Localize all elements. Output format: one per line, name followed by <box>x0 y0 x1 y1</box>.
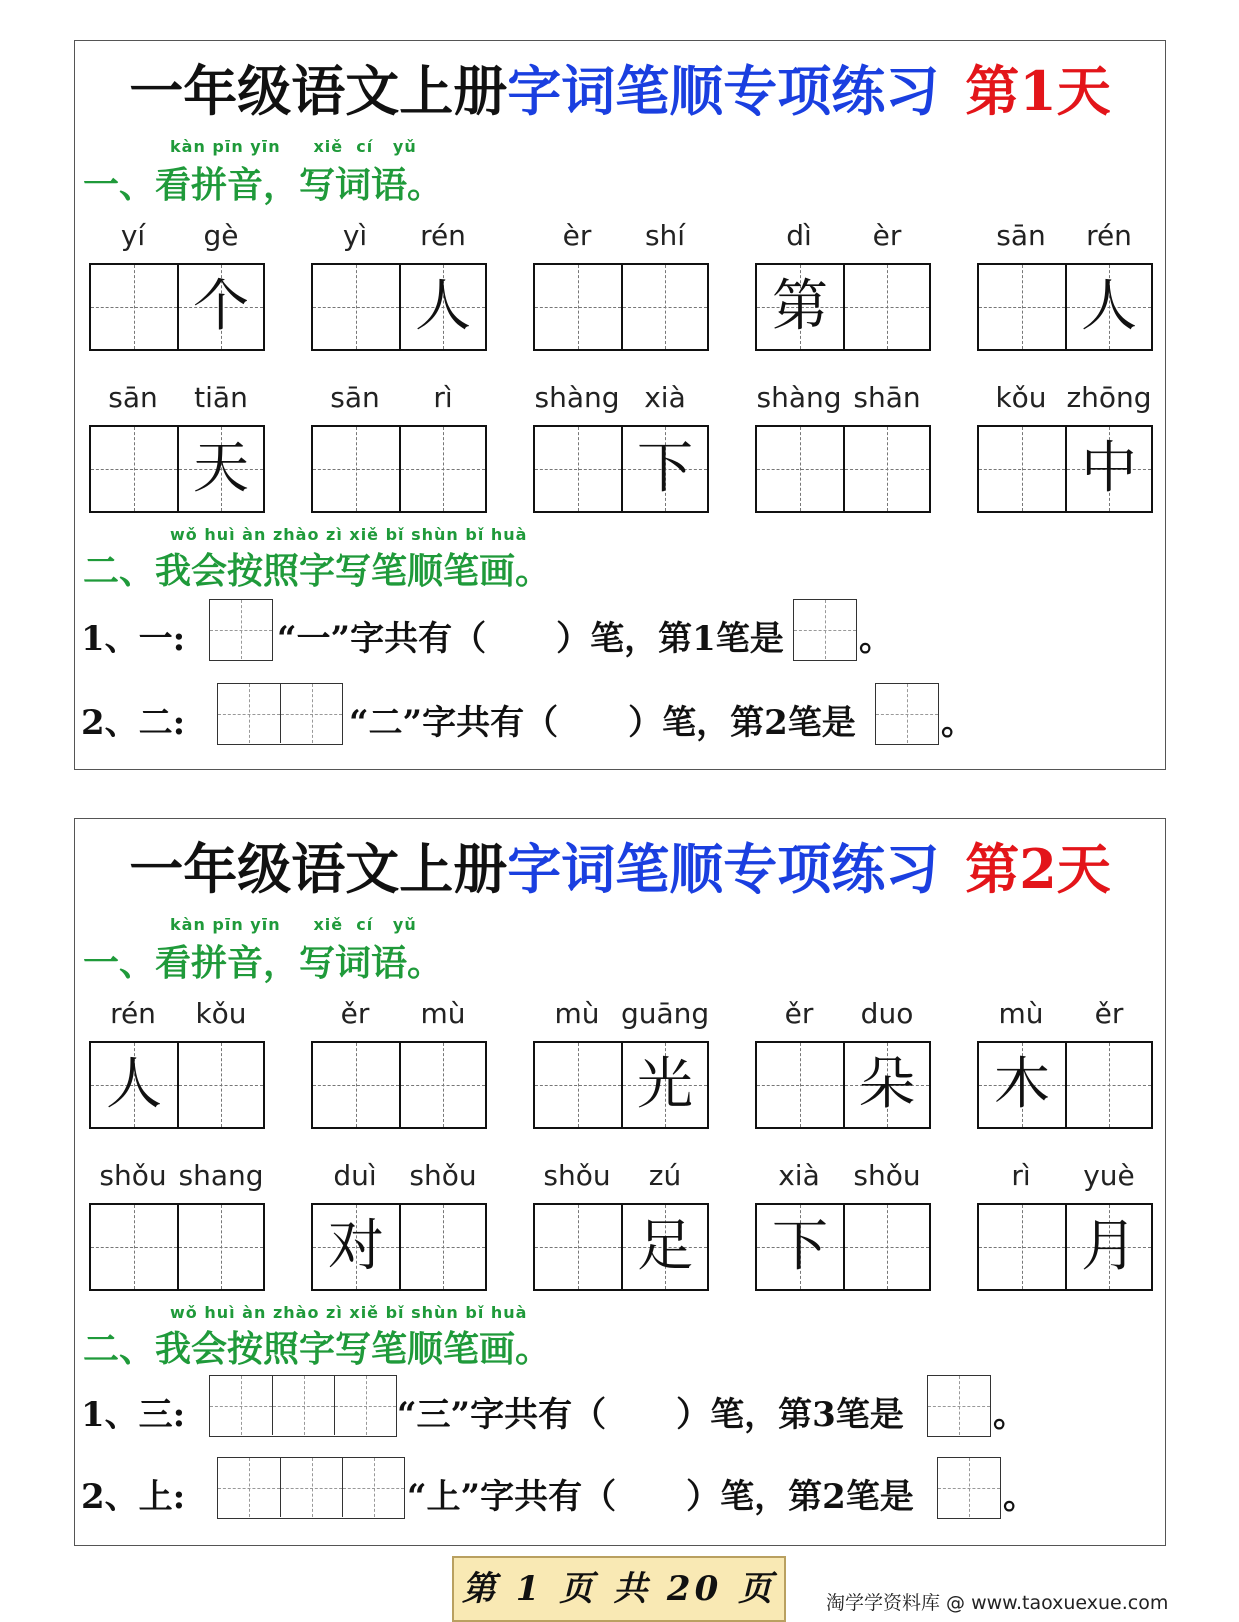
tianzige-grid[interactable] <box>311 1041 487 1129</box>
question-label: 1、一: <box>81 619 186 659</box>
grid-char <box>91 427 177 511</box>
pinyin: shǒu <box>409 1159 477 1192</box>
tianzige-grid[interactable] <box>89 425 265 513</box>
stroke-question <box>81 683 1161 753</box>
grid-char <box>535 1205 621 1289</box>
pinyin: sān <box>108 381 158 414</box>
pinyin: shǒu <box>99 1159 167 1192</box>
question-end: 。 <box>993 1395 1027 1435</box>
word-item <box>533 997 709 1137</box>
grid-char <box>845 265 929 349</box>
grid-char <box>179 1205 263 1289</box>
pinyin: shān <box>853 381 921 414</box>
grid-char: 天 <box>193 436 249 501</box>
pinyin: zú <box>648 1159 682 1192</box>
pinyin: rì <box>1011 1159 1031 1192</box>
grid-char: 光 <box>637 1052 693 1117</box>
pinyin: èr <box>872 219 902 252</box>
grid-char <box>1067 1043 1151 1127</box>
pinyin: mù <box>998 997 1044 1030</box>
pinyin: yì <box>342 219 368 252</box>
grid-char <box>401 427 485 511</box>
grid-char: 人 <box>106 1052 162 1117</box>
pinyin: kǒu <box>995 381 1047 414</box>
pinyin: yuè <box>1083 1159 1135 1192</box>
grid-char <box>845 427 929 511</box>
pinyin: shàng <box>534 381 620 414</box>
question-end: 。 <box>941 703 975 743</box>
section-1-pinyin: kàn pīn yīn xiě cí yǔ <box>170 915 417 934</box>
grid-char: 人 <box>1081 274 1137 339</box>
tianzige-grid[interactable] <box>533 1041 709 1129</box>
pinyin: èr <box>562 219 592 252</box>
grid-char <box>845 1205 929 1289</box>
grid-char <box>313 427 399 511</box>
word-item <box>755 219 931 359</box>
grid-char <box>535 1043 621 1127</box>
tianzige-grid[interactable] <box>311 425 487 513</box>
tianzige-grid[interactable] <box>755 425 931 513</box>
grid-char <box>179 1043 263 1127</box>
grid-char: 足 <box>637 1214 693 1279</box>
grid-char <box>535 265 621 349</box>
grid-char: 个 <box>193 274 249 339</box>
answer-grid[interactable] <box>937 1457 1001 1519</box>
pinyin: shǒu <box>853 1159 921 1192</box>
pinyin: duo <box>860 997 914 1030</box>
tianzige-grid[interactable] <box>977 425 1153 513</box>
watermark-text: 淘学学资料库 @ www.taoxuexue.com <box>826 1592 1169 1614</box>
pinyin: shí <box>644 219 686 252</box>
word-item <box>977 381 1153 521</box>
worksheet-day-1 <box>74 40 1166 770</box>
grid-char: 下 <box>772 1214 828 1279</box>
section-1-heading: 一、看拼音，写词语。 <box>83 942 444 984</box>
grid-char: 中 <box>1081 436 1137 501</box>
grid-char <box>401 1043 485 1127</box>
writing-grid[interactable] <box>209 599 273 661</box>
pinyin: shǒu <box>543 1159 611 1192</box>
grid-char: 朵 <box>859 1052 915 1117</box>
grid-char <box>757 427 843 511</box>
grid-char <box>979 427 1065 511</box>
pinyin: yí <box>120 219 146 252</box>
grid-char: 下 <box>637 436 693 501</box>
pinyin: rén <box>110 997 156 1030</box>
pinyin: gè <box>203 219 239 252</box>
pinyin: kǒu <box>195 997 247 1030</box>
answer-grid[interactable] <box>793 599 857 661</box>
question-text: “一”字共有（ ）笔，第1笔是 <box>277 619 784 659</box>
question-label: 2、二: <box>81 703 186 743</box>
pinyin: rì <box>433 381 453 414</box>
grid-char <box>401 1205 485 1289</box>
section-1-pinyin: kàn pīn yīn xiě cí yǔ <box>170 137 417 156</box>
grid-char <box>757 1043 843 1127</box>
writing-grid[interactable] <box>217 683 343 745</box>
word-item <box>533 1159 709 1299</box>
tianzige-grid[interactable] <box>977 1203 1153 1291</box>
section-2-pinyin: wǒ huì àn zhào zì xiě bǐ shùn bǐ huà <box>170 1303 528 1322</box>
grid-char <box>535 427 621 511</box>
word-item <box>977 997 1153 1137</box>
tianzige-grid[interactable] <box>89 1203 265 1291</box>
section-2-heading: 二、我会按照字写笔顺笔画。 <box>83 550 552 592</box>
pinyin: mù <box>420 997 466 1030</box>
pinyin: ěr <box>340 997 370 1030</box>
writing-grid[interactable] <box>217 1457 405 1519</box>
grid-char: 第 <box>772 274 828 339</box>
pinyin: rén <box>1086 219 1132 252</box>
word-item <box>755 381 931 521</box>
word-item <box>533 219 709 359</box>
pinyin: tiān <box>194 381 248 414</box>
sheet-title: 一年级语文上册字词笔顺专项练习 第1天 <box>129 59 1111 123</box>
section-2-heading: 二、我会按照字写笔顺笔画。 <box>83 1328 552 1370</box>
question-label: 1、三: <box>81 1395 186 1435</box>
pinyin: dì <box>786 219 812 252</box>
question-end: 。 <box>859 619 893 659</box>
pinyin: sān <box>996 219 1046 252</box>
stroke-question <box>81 1457 1161 1527</box>
writing-grid[interactable] <box>209 1375 397 1437</box>
grid-char <box>979 265 1065 349</box>
question-end: 。 <box>1003 1477 1037 1517</box>
pinyin: mù <box>554 997 600 1030</box>
tianzige-grid[interactable] <box>533 1203 709 1291</box>
word-item <box>311 997 487 1137</box>
question-text: “二”字共有（ ）笔，第2笔是 <box>349 703 856 743</box>
tianzige-grid[interactable] <box>755 1041 931 1129</box>
pinyin: xià <box>778 1159 820 1192</box>
pinyin: guāng <box>621 997 710 1030</box>
pinyin: shàng <box>756 381 842 414</box>
grid-char <box>91 1205 177 1289</box>
page-indicator: 第 1 页 共 20 页 <box>452 1556 786 1622</box>
sheet-title: 一年级语文上册字词笔顺专项练习 第2天 <box>129 837 1111 901</box>
worksheet-day-2 <box>74 818 1166 1546</box>
word-item <box>977 219 1153 359</box>
grid-char <box>623 265 707 349</box>
answer-grid[interactable] <box>927 1375 991 1437</box>
stroke-question <box>81 1375 1161 1445</box>
grid-char <box>313 1043 399 1127</box>
grid-char: 木 <box>994 1052 1050 1117</box>
word-item <box>977 1159 1153 1299</box>
word-item <box>755 997 931 1137</box>
tianzige-grid[interactable] <box>755 1203 931 1291</box>
word-item <box>311 1159 487 1299</box>
tianzige-grid[interactable] <box>533 425 709 513</box>
question-text: “上”字共有（ ）笔，第2笔是 <box>407 1477 914 1517</box>
pinyin: xià <box>644 381 686 414</box>
answer-grid[interactable] <box>875 683 939 745</box>
section-1-heading: 一、看拼音，写词语。 <box>83 164 444 206</box>
grid-char: 对 <box>328 1214 384 1279</box>
word-item <box>89 381 265 521</box>
question-text: “三”字共有（ ）笔，第3笔是 <box>397 1395 904 1435</box>
word-item <box>89 1159 265 1299</box>
grid-char: 人 <box>415 274 471 339</box>
section-2-pinyin: wǒ huì àn zhào zì xiě bǐ shùn bǐ huà <box>170 525 528 544</box>
tianzige-grid[interactable] <box>755 263 931 351</box>
word-item <box>89 997 265 1137</box>
question-label: 2、上: <box>81 1477 186 1517</box>
pinyin: sān <box>330 381 380 414</box>
word-item <box>311 219 487 359</box>
tianzige-grid[interactable] <box>89 263 265 351</box>
pinyin: duì <box>333 1159 377 1192</box>
pinyin: shang <box>178 1159 264 1192</box>
grid-char <box>979 1205 1065 1289</box>
word-item <box>311 381 487 521</box>
tianzige-grid[interactable] <box>977 263 1153 351</box>
pinyin: ěr <box>1094 997 1124 1030</box>
pinyin: ěr <box>784 997 814 1030</box>
tianzige-grid[interactable] <box>533 263 709 351</box>
grid-char <box>91 265 177 349</box>
grid-char <box>313 265 399 349</box>
word-item <box>755 1159 931 1299</box>
word-item <box>89 219 265 359</box>
grid-char: 月 <box>1081 1214 1137 1279</box>
tianzige-grid[interactable] <box>977 1041 1153 1129</box>
tianzige-grid[interactable] <box>311 1203 487 1291</box>
pinyin: zhōng <box>1066 381 1152 414</box>
stroke-question <box>81 599 1161 669</box>
pinyin: rén <box>420 219 466 252</box>
tianzige-grid[interactable] <box>89 1041 265 1129</box>
tianzige-grid[interactable] <box>311 263 487 351</box>
word-item <box>533 381 709 521</box>
